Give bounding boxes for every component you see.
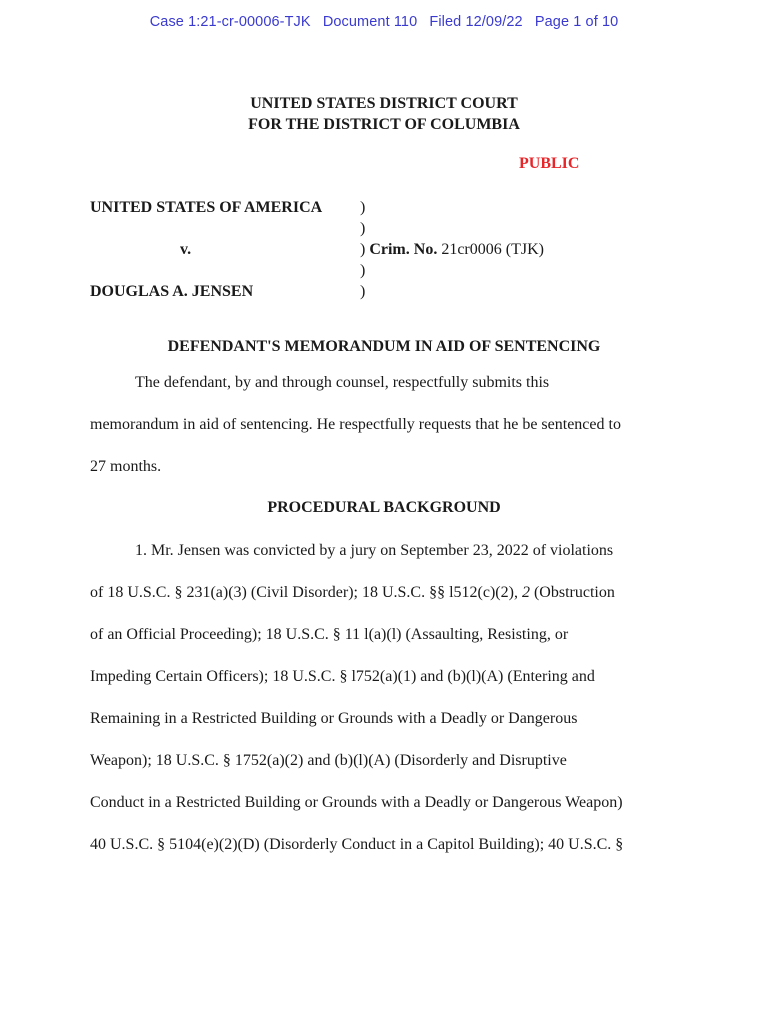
text-line: The defendant, by and through counsel, respectfully submits this — [135, 374, 550, 391]
intro-paragraph — [90, 362, 690, 488]
criminal-number-line: ) Crim. No. 21cr0006 (TJK) — [360, 241, 544, 258]
text-line: Weapon); 18 U.S.C. § 1752(a)(2) and (b)(l)(A) (Disorderly and Disruptive — [90, 752, 567, 769]
versus-label: v. — [180, 241, 192, 258]
ecf-header-stamp — [0, 14, 768, 30]
text-line: 40 U.S.C. § 5104(e)(2)(D) (Disorderly Conduct in a Capitol Building); 40 U.S.C. § — [90, 836, 624, 853]
caption-paren: ) — [360, 220, 366, 237]
caption-paren: ) — [360, 262, 366, 279]
text-line: of 18 U.S.C. § 231(a)(3) (Civil Disorder); 18 U.S.C. §§ l512(c)(2), 2 (Obstruction — [90, 584, 615, 601]
text-line: 27 months. — [90, 458, 162, 475]
procedural-paragraph — [90, 530, 690, 866]
caption-paren: ) — [360, 283, 366, 300]
court-district: FOR THE DISTRICT OF COLUMBIA — [248, 116, 520, 133]
text-line: of an Official Proceeding); 18 U.S.C. § 11 l(a)(l) (Assaulting, Resisting, or — [90, 626, 569, 643]
text-line: 1. Mr. Jensen was convicted by a jury on September 23, 2022 of violations — [135, 542, 614, 559]
italic-number: 2 — [521, 584, 530, 601]
text-line: Remaining in a Restricted Building or Grounds with a Deadly or Dangerous — [90, 710, 578, 727]
crim-no-value: 21cr0006 (TJK) — [441, 241, 544, 258]
document-title: DEFENDANT'S MEMORANDUM IN AID OF SENTENCING — [167, 338, 601, 355]
court-heading — [0, 93, 768, 135]
public-label: PUBLIC — [519, 155, 580, 172]
defendant-name: DOUGLAS A. JENSEN — [90, 283, 254, 300]
page-indicator: Page 1 of 10 — [534, 14, 619, 30]
text-line: Conduct in a Restricted Building or Grounds with a Deadly or Dangerous Weapon) — [90, 794, 623, 811]
text-line: memorandum in aid of sentencing. He respectfully requests that he be sentenced to — [90, 416, 621, 433]
caption-paren: ) — [360, 199, 366, 216]
caption-brackets — [360, 197, 680, 302]
section-heading: PROCEDURAL BACKGROUND — [267, 499, 501, 516]
plaintiff-name: UNITED STATES OF AMERICA — [90, 199, 323, 216]
caption-parties — [90, 197, 360, 302]
court-name: UNITED STATES DISTRICT COURT — [250, 95, 518, 112]
case-number: Case 1:21-cr-00006-TJK — [149, 14, 311, 30]
document-number: Document 110 — [322, 14, 418, 30]
crim-no-label: Crim. No. — [369, 241, 438, 258]
text-line: Impeding Certain Officers); 18 U.S.C. § l752(a)(1) and (b)(l)(A) (Entering and — [90, 668, 595, 685]
filed-date: Filed 12/09/22 — [429, 14, 523, 30]
